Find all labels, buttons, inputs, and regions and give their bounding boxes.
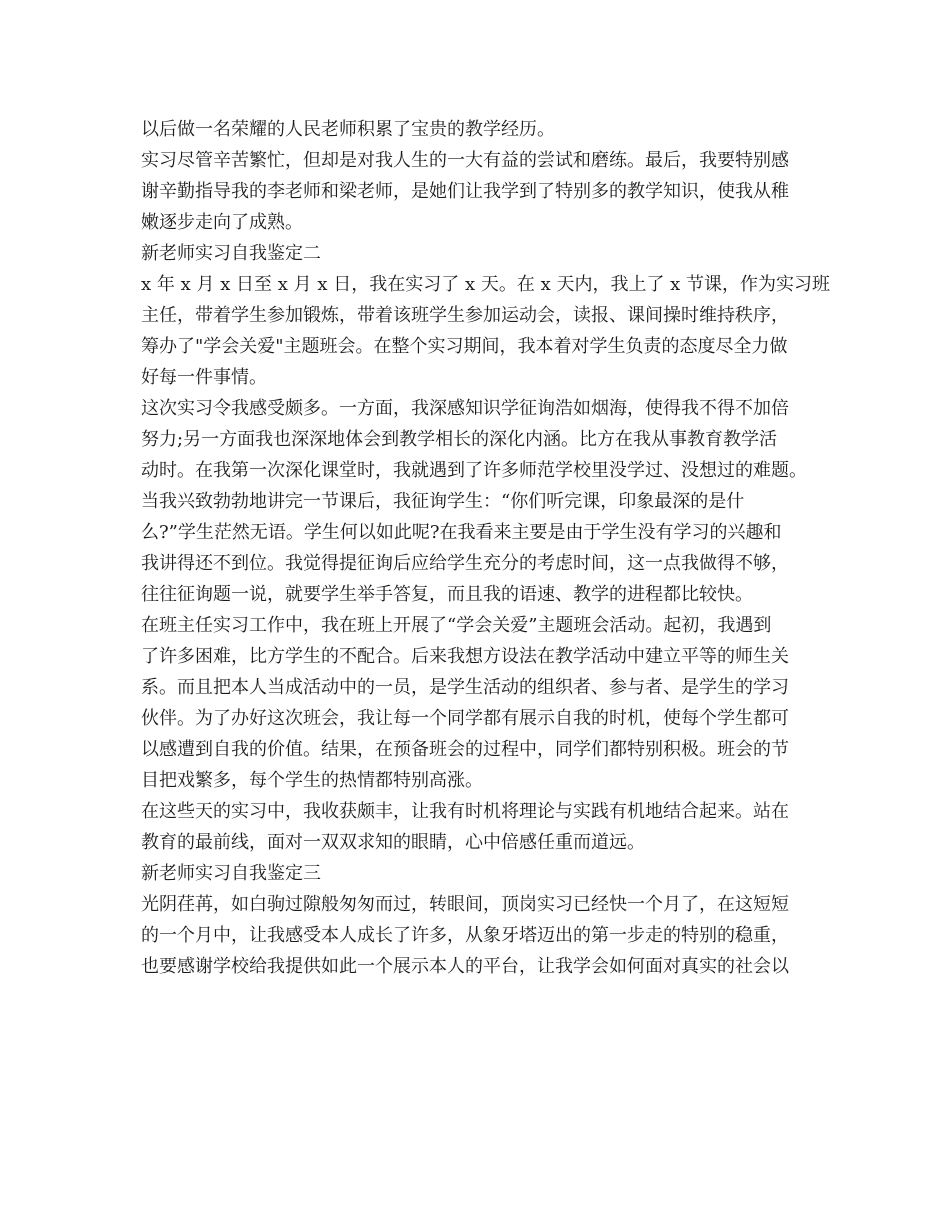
text-line: 教育的最前线，面对一双双求知的眼睛，心中倍感任重而道远。 <box>141 832 645 853</box>
text-line: 谢辛勤指导我的李老师和梁老师，是她们让我学到了特别多的教学知识，使我从稚 <box>141 181 789 202</box>
text-line: 么?”学生茫然无语。学生何以如此呢?在我看来主要是由于学生没有学习的兴趣和 <box>141 522 782 543</box>
text-line: 我讲得还不到位。我觉得提征询后应给学生充分的考虑时间，这一点我做得不够， <box>141 553 789 574</box>
text-line: 以后做一名荣耀的人民老师积累了宝贵的教学经历。 <box>141 119 555 140</box>
text-line: 在这些天的实习中，我收获颇丰，让我有时机将理论与实践有机地结合起来。站在 <box>141 801 789 822</box>
text-line: 努力;另一方面我也深深地体会到教学相长的深化内涵。比方在我从事教育教学活 <box>141 429 778 450</box>
text-line: 的一个月中，让我感受本人成长了许多，从象牙塔迈出的第一步走的特别的稳重， <box>141 925 789 946</box>
text-line: 系。而且把本人当成活动中的一员，是学生活动的组织者、参与者、是学生的学习 <box>141 677 789 698</box>
text-line: 目把戏繁多，每个学生的热情都特别高涨。 <box>141 770 483 791</box>
text-line: 筹办了"学会关爱"主题班会。在整个实习期间，我本着对学生负责的态度尽全力做 <box>141 336 788 357</box>
text-line: 也要感谢学校给我提供如此一个展示本人的平台，让我学会如何面对真实的社会以 <box>141 956 789 977</box>
text-line: 这次实习令我感受颇多。一方面，我深感知识学征询浩如烟海，使得我不得不加倍 <box>141 398 789 419</box>
section-heading: 新老师实习自我鉴定三 <box>141 863 321 884</box>
text-line: 了许多困难，比方学生的不配合。后来我想方设法在教学活动中建立平等的师生关 <box>141 646 789 667</box>
text-line: 以感遭到自我的价值。结果，在预备班会的过程中，同学们都特别积极。班会的节 <box>141 739 789 760</box>
text-line: 主任，带着学生参加锻炼，带着该班学生参加运动会，读报、课间操时维持秩序， <box>141 305 789 326</box>
text-line: 动时。在我第一次深化课堂时，我就遇到了许多师范学校里没学过、没想过的难题。 <box>141 460 807 481</box>
text-line: 当我兴致勃勃地讲完一节课后，我征询学生：“你们听完课，印象最深的是什 <box>141 491 745 512</box>
section-heading: 新老师实习自我鉴定二 <box>141 243 321 264</box>
text-line: 嫩逐步走向了成熟。 <box>141 212 303 233</box>
document-body <box>141 114 831 982</box>
text-line: 在班主任实习工作中，我在班上开展了“学会关爱”主题班会活动。起初，我遇到 <box>141 615 772 636</box>
text-line: 好每一件事情。 <box>141 367 267 388</box>
text-line: 光阴荏苒，如白驹过隙般匆匆而过，转眼间，顶岗实习已经快一个月了，在这短短 <box>141 894 789 915</box>
text-line: 往往征询题一说，就要学生举手答复，而且我的语速、教学的进程都比较快。 <box>141 584 753 605</box>
text-line: 伙伴。为了办好这次班会，我让每一个同学都有展示自我的时机，使每个学生都可 <box>141 708 789 729</box>
text-line: x 年 x 月 x 日至 x 月 x 日，我在实习了 x 天。在 x 天内，我上了 x 节课，作为实习班 <box>141 274 831 295</box>
text-line: 实习尽管辛苦繁忙，但却是对我人生的一大有益的尝试和磨练。最后，我要特别感 <box>141 150 789 171</box>
